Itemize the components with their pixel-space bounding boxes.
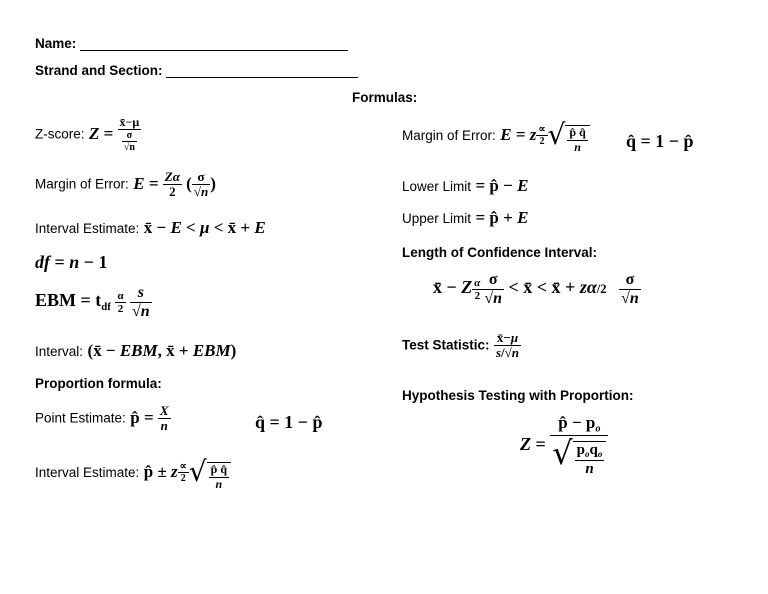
zscore-label: Z-score: — [35, 126, 85, 142]
point-estimate-formula: Point Estimate: p̂ = $\frac{X}{n}$ — [35, 403, 169, 434]
test-statistic-label: Test Statistic: — [402, 337, 490, 353]
name-line — [35, 36, 348, 51]
interval-estimate-label: Interval Estimate: — [35, 221, 140, 236]
interval-estimate2-label: Interval Estimate: — [35, 464, 140, 480]
strand-line — [35, 63, 358, 78]
df-formula: df = n − 1 — [35, 252, 108, 272]
strand-label: Strand and Section: — [35, 63, 163, 78]
proportion-heading: Proportion formula: — [35, 376, 162, 391]
upper-limit-formula: Upper Limit = p̂ + E — [402, 208, 529, 227]
length-ci-heading: Length of Confidence Interval: — [402, 245, 598, 260]
interval-estimate-proportion: Interval Estimate: p̂ ± z $\frac{\propto}{2}$ √ $\frac{p̂ q̂}{n}$ — [35, 455, 231, 491]
length-ci-formula: x̄ − Z $\frac{\alpha}{2}$ $\frac{\sigma}{√n}$ < x̄ < x̄ + zα/2 $\frac{\sigma}{√n}$ — [433, 271, 639, 307]
point-estimate-label: Point Estimate: — [35, 410, 126, 426]
interval-formula: Interval: (x̄ − EBM, x̄ + EBM) — [35, 341, 237, 360]
formulas-title: Formulas: — [352, 90, 418, 105]
upper-limit-label: Upper Limit — [402, 211, 472, 226]
name-blank — [80, 50, 348, 51]
lower-limit-formula: Lower Limit = p̂ − E — [402, 176, 529, 195]
name-label: Name: — [35, 36, 77, 51]
interval-estimate-formula: Interval Estimate: x̄ − E < μ < x̄ + E — [35, 218, 266, 237]
interval-label: Interval: — [35, 344, 84, 359]
test-statistic-formula: Test Statistic: $\frac{x̄-\mu}{s/√n}$ — [402, 330, 520, 361]
q-hat-formula-right: q̂ = 1 − p̂ — [626, 131, 694, 151]
q-hat-formula-left: q̂ = 1 − p̂ — [255, 412, 323, 432]
ebm-formula: EBM = $t_{df}$ $\frac{\alpha}{2}$ $\frac{s}{√n}$ — [35, 284, 150, 320]
strand-blank — [166, 77, 358, 78]
moe-label-right: Margin of Error: — [402, 127, 496, 143]
moe-label-left: Margin of Error: — [35, 176, 129, 192]
hypothesis-formula: Z = p̂ − $p_o$ √ $\frac{p_oq_o}{n}$ — [520, 414, 608, 478]
zscore-formula: Z-score: Z = $\frac{x̄-\mu}{\frac{\sigma}{√n}}$ — [35, 115, 140, 154]
moe-formula-left: Margin of Error: E = $\frac{Z\alpha}{2}$ ( $\frac{\sigma}{√n}$ ) — [35, 169, 216, 200]
hypothesis-heading: Hypothesis Testing with Proportion: — [402, 388, 634, 403]
lower-limit-label: Lower Limit — [402, 179, 472, 194]
moe-formula-right: Margin of Error: E = z $\frac{\propto}{2}$ √ $\frac{p̂ q̂}{n}$ — [402, 118, 590, 154]
